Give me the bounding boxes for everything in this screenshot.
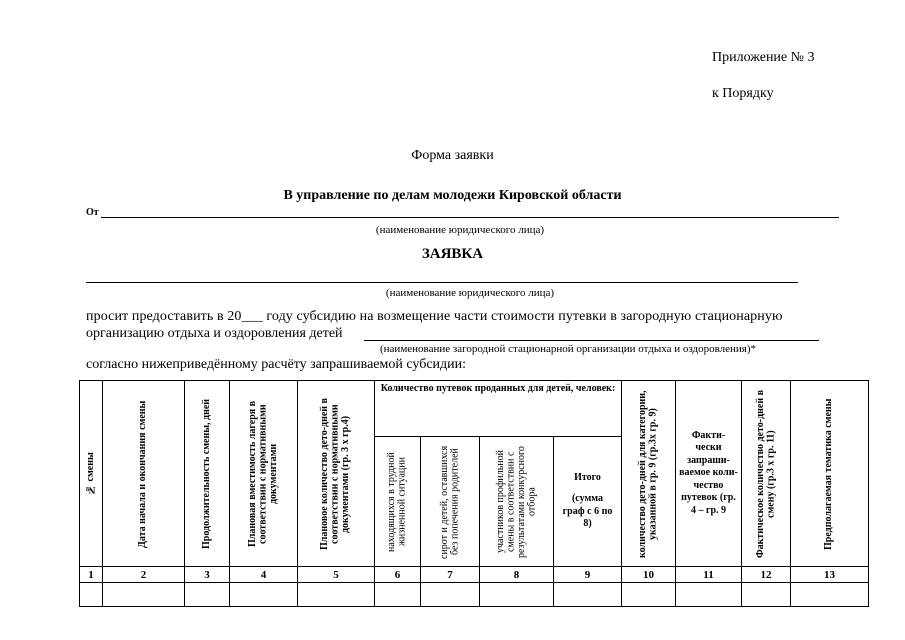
data-cell[interactable] [80, 583, 103, 607]
column-number: 12 [742, 567, 791, 583]
column-number: 6 [375, 567, 421, 583]
header-total-label: Итого [574, 472, 601, 484]
column-number: 5 [298, 567, 375, 583]
column-number: 7 [421, 567, 480, 583]
header-difficult-situation: находящихся в трудной жизненной ситуации [375, 437, 421, 567]
data-cell[interactable] [230, 583, 298, 607]
column-number: 2 [103, 567, 185, 583]
data-cell[interactable] [421, 583, 480, 607]
data-cell[interactable] [554, 583, 622, 607]
header-sold-vouchers-group: Количество путевок проданных для детей, человек: [375, 381, 622, 437]
column-number: 1 [80, 567, 103, 583]
column-number: 3 [185, 567, 230, 583]
from-label: От [86, 207, 99, 218]
header-orphans: сирот и детей, оставшихся без попечения родителей [421, 437, 480, 567]
caption-legal-entity-top: (наименование юридического лица) [375, 224, 545, 236]
subsidy-calculation-table [79, 380, 869, 607]
data-cell[interactable] [375, 583, 421, 607]
data-cell[interactable] [185, 583, 230, 607]
column-number: 9 [554, 567, 622, 583]
request-text-line-3: согласно нижеприведённому расчёту запрашиваемой субсидии: [86, 357, 467, 372]
data-cell[interactable] [103, 583, 185, 607]
from-blank-line[interactable] [101, 217, 839, 218]
header-shift-dates: Дата начала и окончания смены [103, 381, 185, 567]
data-cell[interactable] [298, 583, 375, 607]
column-number: 10 [622, 567, 676, 583]
to-order-label: к Порядку [712, 86, 774, 101]
applicant-blank-line[interactable] [86, 282, 798, 283]
header-planned-capacity: Плановая вместимость лагеря в соответствии с нормативными документами [230, 381, 298, 567]
header-planned-child-days: Плановое количество дето-дней в соответствии с нормативными документами (гр. 3 х гр.4) [298, 381, 375, 567]
data-cell[interactable] [480, 583, 554, 607]
caption-organization: (наименование загородной стационарной организации отдыха и оздоровления)* [380, 343, 757, 355]
data-cell[interactable] [622, 583, 676, 607]
appendix-label: Приложение № 3 [712, 50, 815, 65]
document-title: ЗАЯВКА [421, 246, 484, 262]
header-profile-shift-participants: участников профильной смены в соответствии с результатами конкурсного отбора [480, 437, 554, 567]
request-text-line-1: просит предоставить в 20___ году субсидию на возмещение части стоимости путевки в загородную стационарную [86, 309, 783, 324]
addressee: В управление по делам молодежи Кировской области [283, 188, 622, 203]
column-number: 4 [230, 567, 298, 583]
header-total [554, 437, 622, 567]
form-title: Форма заявки [411, 148, 494, 163]
header-shift-number: № смены [80, 381, 103, 567]
caption-legal-entity-bottom: (наименование юридического лица) [385, 287, 555, 299]
data-cell[interactable] [676, 583, 742, 607]
column-number: 13 [791, 567, 869, 583]
column-number: 8 [480, 567, 554, 583]
header-shift-duration: Продолжительность смены, дней [185, 381, 230, 567]
header-shift-theme: Предполагаемая тематика смены [791, 381, 869, 567]
column-number: 11 [676, 567, 742, 583]
header-requested-vouchers: Факти-чески запраши-ваемое коли-чество путевок (гр. 4 – гр. 9 [676, 381, 742, 567]
header-category-child-days: количество дето-дней для категории, указанной в гр. 9 (гр.3х гр. 9) [622, 381, 676, 567]
organization-blank-line[interactable] [364, 340, 819, 341]
data-cell[interactable] [742, 583, 791, 607]
data-cell[interactable] [791, 583, 869, 607]
header-actual-child-days: Фактическое количество дето-дней в смену (гр.3 х гр. 11) [742, 381, 791, 567]
request-text-line-2: организацию отдыха и оздоровления детей [86, 326, 343, 341]
header-total-formula: (сумма граф с 6 по 8) [562, 493, 613, 530]
